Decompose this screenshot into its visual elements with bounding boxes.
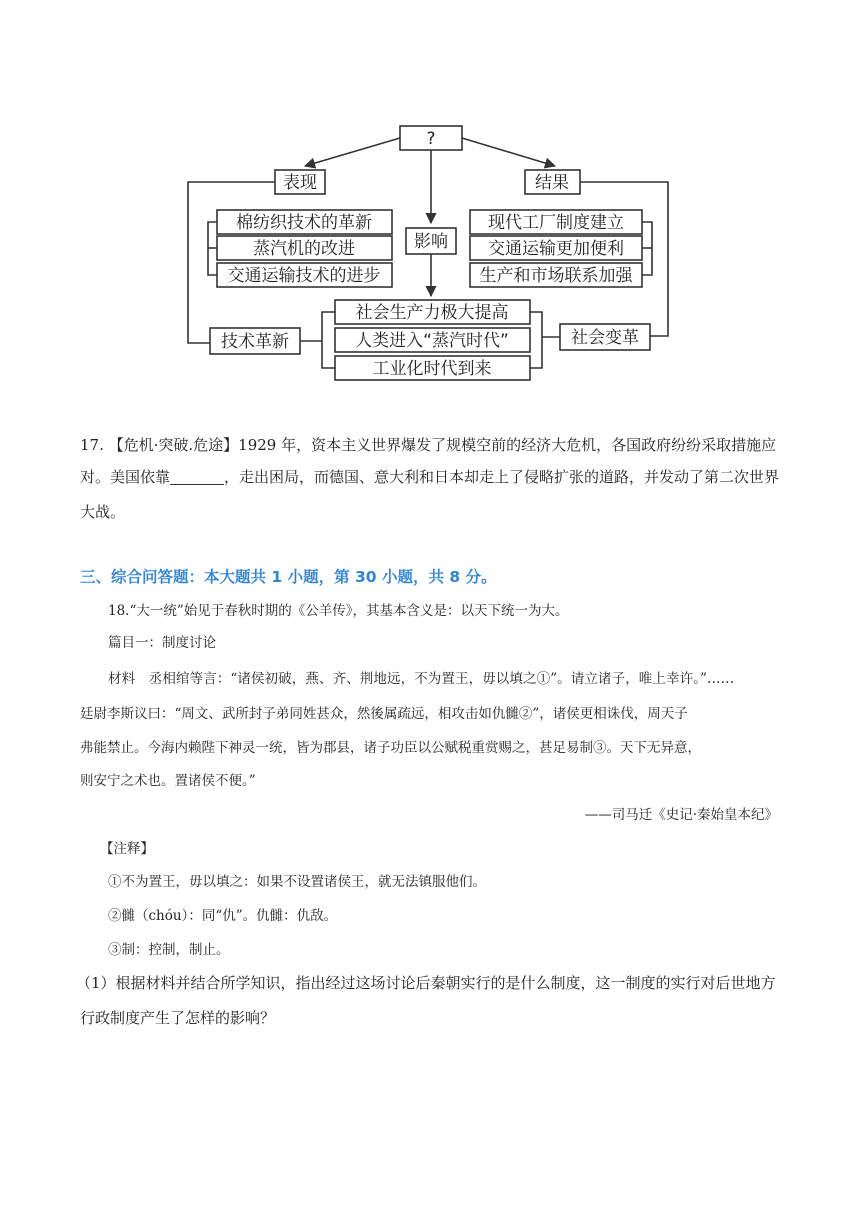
q18-topic: 篇目一：制度讨论 (108, 635, 216, 651)
right-item-3: 生产和市场联系加强 (479, 266, 633, 286)
q18-note-1: ①不为置王，毋以填之：如果不设置诸侯王，就无法镇服他们。 (108, 874, 486, 890)
right-item-2: 交通运输更加便利 (488, 239, 624, 259)
arrow-to-left (305, 138, 400, 166)
right-header-text: 结果 (535, 173, 569, 193)
q17-line-3: 大战。 (80, 503, 126, 521)
bottom-left-text: 技术革新 (221, 332, 289, 352)
q18-source: ——司马迁《史记·秦始皇本纪》 (584, 807, 778, 823)
q18-material-line-1: 材料 丞相绾等言：“诸侯初破，燕、齐、荆地远，不为置王，毋以填之①”。请立诸子，唯上幸许。”…… (108, 671, 735, 687)
q17-line-1: 17. 【危机·突破.危途】1929 年，资本主义世界爆发了规模空前的经济大危机，各国政府纷纷采取措施应 (80, 436, 777, 454)
q17-line-2-start: 对。美国依靠 (80, 468, 171, 486)
left-item-2: 蒸汽机的改进 (253, 239, 355, 259)
arrow-to-right (462, 138, 555, 166)
industrial-revolution-diagram (180, 108, 680, 400)
q17-line-2 (80, 462, 785, 492)
bottom-right-bracket (530, 312, 542, 368)
q18-material-line-4: 则安宁之术也。置诸侯不便。” (80, 773, 256, 789)
top-question-text: ? (426, 129, 436, 149)
q17-line-2-end: ，走出困局，而德国、意大利和日本却走上了侵略扩张的道路，并发动了第二次世界 (224, 468, 780, 486)
diagram-svg (180, 108, 680, 400)
q18-question-line-2: 行政制度产生了怎样的影响？ (80, 1009, 276, 1027)
bottom-item-2: 人类进入“蒸汽时代” (355, 331, 509, 351)
center-text: 影响 (414, 232, 448, 252)
q18-note-2: ②雠（chóu）：同“仇”。仇雠：仇敌。 (108, 908, 338, 924)
right-item-1: 现代工厂制度建立 (488, 213, 624, 233)
q18-question-line-1: （1）根据材料并结合所学知识，指出经过这场讨论后秦朝实行的是什么制度，这一制度的实行对后世地方 (76, 974, 776, 992)
left-item-1: 棉纺织技术的革新 (236, 213, 372, 233)
bottom-left-bracket (322, 312, 335, 368)
q18-material-line-2: 廷尉李斯议曰：“周文、武所封子弟同姓甚众，然後属疏远，相攻击如仇雠②”，诸侯更相诛伐，周天子 (80, 706, 688, 722)
section-3-heading: 三、综合问答题：本大题共 1 小题，第 30 小题，共 8 分。 (80, 568, 497, 586)
left-item-3: 交通运输技术的进步 (227, 266, 381, 286)
q18-note-title: 【注释】 (100, 841, 154, 857)
q18-note-3: ③制：控制，制止。 (108, 942, 230, 958)
left-header-text: 表现 (283, 173, 317, 193)
q17-answer-blank (170, 466, 224, 485)
bottom-item-3: 工业化时代到来 (372, 359, 492, 379)
bottom-item-1: 社会生产力极大提高 (355, 303, 509, 323)
bottom-right-text: 社会变革 (571, 328, 639, 348)
q18-intro: 18.“大一统”始见于春秋时期的《公羊传》，其基本含义是：以天下统一为大。 (108, 603, 569, 619)
q18-material-line-3: 弗能禁止。今海内赖陛下神灵一统，皆为郡县，诸子功臣以公赋税重赏赐之，甚足易制③。天下无异意， (80, 740, 701, 756)
